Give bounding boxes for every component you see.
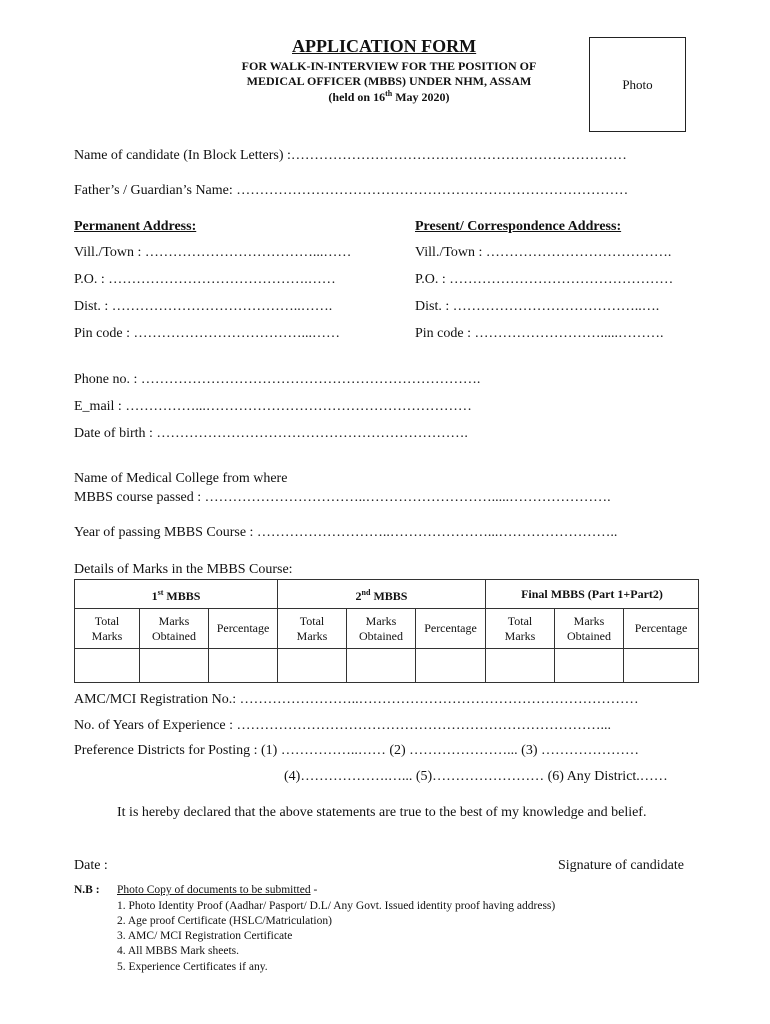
nb-item: 1. Photo Identity Proof (Aadhar/ Pasport/ D.L/ Any Govt. Issued identity proof having address) — [117, 900, 556, 912]
col-total-marks: Total Marks — [278, 609, 347, 649]
present-dist-field[interactable]: Dist. : …………………………………..…. — [415, 299, 660, 314]
dob-field[interactable]: Date of birth : …………………………………………………………. — [74, 426, 468, 441]
declaration-text: It is hereby declared that the above statements are true to the best of my knowledge and belief. — [117, 805, 647, 820]
nb-item: 2. Age proof Certificate (HSLC/Matriculation) — [117, 915, 332, 927]
present-vill-field[interactable]: Vill./Town : …………………………………. — [415, 245, 672, 260]
input-cell[interactable] — [416, 649, 486, 683]
table-group-header-row — [75, 580, 699, 609]
permanent-po-field[interactable]: P.O. : …………………………………….…… — [74, 272, 336, 287]
candidate-name-field[interactable]: Name of candidate (In Block Letters) :……………………………………………………………… — [74, 148, 627, 163]
col-percentage: Percentage — [624, 609, 699, 649]
preference-districts-field[interactable]: Preference Districts for Posting : (1) ……………..…… (2) …………………... (3) ………………… — [74, 743, 639, 758]
input-cell[interactable] — [624, 649, 699, 683]
photo-label: Photo — [622, 77, 653, 92]
registration-no-field[interactable]: AMC/MCI Registration No.: ……………………..…………………………………………………… — [74, 692, 639, 707]
group-header-final-mbbs: Final MBBS (Part 1+Part2) — [486, 580, 699, 609]
col-percentage: Percentage — [209, 609, 278, 649]
col-percentage: Percentage — [416, 609, 486, 649]
college-label: Name of Medical College from where — [74, 471, 288, 486]
present-address-heading: Present/ Correspondence Address: — [415, 219, 622, 234]
date-field[interactable]: Date : — [74, 858, 108, 873]
nb-item: 3. AMC/ MCI Registration Certificate — [117, 930, 293, 942]
input-cell[interactable] — [75, 649, 140, 683]
form-title: APPLICATION FORM — [292, 36, 477, 56]
permanent-address-heading: Permanent Address: — [74, 219, 197, 234]
nb-label: N.B : — [74, 884, 100, 896]
photo-box — [589, 37, 686, 132]
input-cell[interactable] — [486, 649, 555, 683]
input-cell[interactable] — [278, 649, 347, 683]
input-cell[interactable] — [140, 649, 209, 683]
col-marks-obtained: Marks Obtained — [140, 609, 209, 649]
input-cell[interactable] — [209, 649, 278, 683]
present-pin-field[interactable]: Pin code : ……………………….....………. — [415, 326, 664, 341]
subtitle-line-1: FOR WALK-IN-INTERVIEW FOR THE POSITION OF — [241, 59, 537, 73]
nb-item: 5. Experience Certificates if any. — [117, 961, 268, 973]
marks-table — [74, 579, 699, 683]
col-marks-obtained: Marks Obtained — [347, 609, 416, 649]
phone-field[interactable]: Phone no. : ………………………………………………………………. — [74, 372, 481, 387]
guardian-name-field[interactable]: Father’s / Guardian’s Name: ………………………………………………………………………… — [74, 183, 629, 198]
nb-heading: Photo Copy of documents to be submitted - — [117, 884, 318, 896]
table-subheader-row — [75, 609, 699, 649]
marks-details-label: Details of Marks in the MBBS Course: — [74, 562, 293, 577]
subtitle-line-3: (held on 16th May 2020) — [328, 89, 450, 104]
nb-item: 4. All MBBS Mark sheets. — [117, 945, 240, 957]
subtitle-line-2: MEDICAL OFFICER (MBBS) UNDER NHM, ASSAM — [246, 74, 532, 88]
preference-districts-field-2[interactable]: (4)……………….…... (5)…………………… (6) Any District.…… — [284, 769, 668, 784]
college-field[interactable]: MBBS course passed : ……………………………..……………………….....…………………. — [74, 490, 611, 505]
col-marks-obtained: Marks Obtained — [555, 609, 624, 649]
group-header-1st-mbbs: 1st MBBS — [75, 580, 278, 609]
input-cell[interactable] — [347, 649, 416, 683]
passing-year-field[interactable]: Year of passing MBBS Course : ………………………..…………………...…………………….. — [74, 525, 618, 540]
group-header-2nd-mbbs: 2nd MBBS — [278, 580, 486, 609]
table-input-row[interactable] — [75, 649, 699, 683]
input-cell[interactable] — [555, 649, 624, 683]
col-total-marks: Total Marks — [486, 609, 555, 649]
permanent-pin-field[interactable]: Pin code : ………………………………...…… — [74, 326, 340, 341]
permanent-dist-field[interactable]: Dist. : …………………………………..……. — [74, 299, 333, 314]
col-total-marks: Total Marks — [75, 609, 140, 649]
present-po-field[interactable]: P.O. : ………………………………………… — [415, 272, 674, 287]
signature-label: Signature of candidate — [558, 858, 684, 873]
email-field[interactable]: E_mail : ……………...………………………………………………… — [74, 399, 472, 414]
experience-field[interactable]: No. of Years of Experience : ……………………………………………………………………... — [74, 718, 612, 733]
permanent-vill-field[interactable]: Vill./Town : ………………………………...…… — [74, 245, 352, 260]
